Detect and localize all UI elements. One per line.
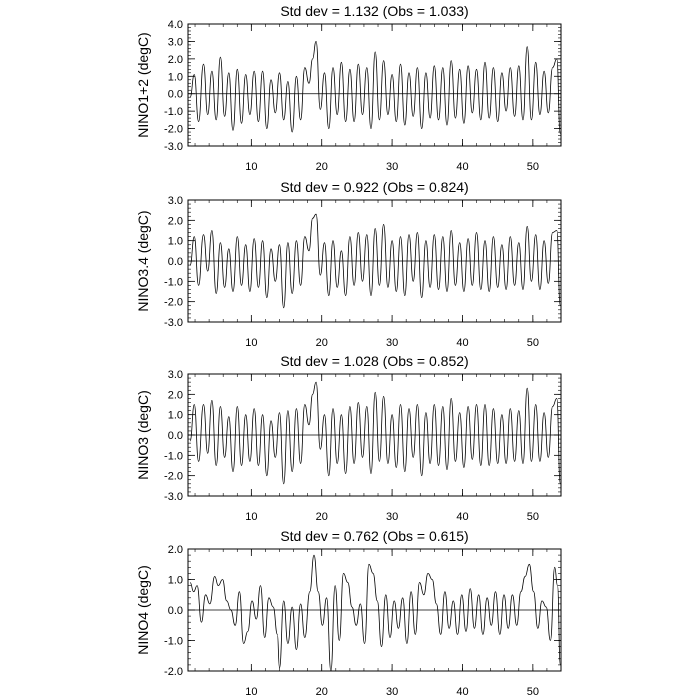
y-tick-label: 0.0: [167, 256, 183, 268]
x-tick-label: 20: [315, 161, 328, 173]
x-tick-label: 40: [456, 161, 469, 173]
y-tick-label: -2.0: [164, 123, 183, 136]
y-tick-label: 3.0: [167, 36, 183, 49]
x-tick-label: 30: [385, 686, 399, 698]
panel-1: [135, 3, 561, 173]
y-tick-label: -1.0: [164, 450, 183, 463]
x-tick-label: 20: [315, 337, 328, 349]
y-axis-label: NINO1+2 (degC): [135, 32, 151, 138]
x-tick-label: 30: [385, 161, 399, 173]
x-tick-label: 50: [526, 161, 539, 173]
x-tick-label: 20: [315, 686, 328, 698]
y-tick-label: 1.0: [167, 235, 183, 248]
panel-3: [135, 353, 561, 523]
panel-title: Std dev = 1.132 (Obs = 1.033): [280, 3, 469, 19]
y-tick-label: -3.0: [164, 141, 183, 153]
y-axis-label: NINO3 (degC): [135, 390, 151, 480]
x-tick-label: 50: [526, 686, 539, 698]
x-tick-label: 50: [526, 337, 539, 349]
x-tick-label: 10: [245, 337, 258, 349]
y-tick-label: 0.0: [167, 430, 183, 442]
x-tick-label: 40: [456, 686, 469, 698]
panel-2: [135, 179, 561, 349]
y-tick-label: -3.0: [164, 491, 183, 503]
panel-4: [135, 528, 561, 698]
y-tick-label: -1.0: [164, 276, 183, 289]
y-tick-label: 2.0: [167, 389, 183, 402]
x-tick-label: 30: [385, 511, 399, 523]
y-tick-label: 0.0: [167, 88, 183, 101]
y-tick-label: 2.0: [167, 215, 183, 228]
panel-title: Std dev = 0.762 (Obs = 0.615): [280, 528, 469, 544]
x-tick-label: 40: [456, 337, 469, 349]
x-tick-label: 30: [385, 337, 399, 349]
x-tick-label: 50: [526, 511, 539, 523]
series-line: [190, 555, 560, 671]
y-tick-label: 1.0: [167, 574, 183, 587]
x-tick-label: 10: [245, 161, 258, 173]
y-tick-label: -3.0: [164, 317, 183, 329]
y-tick-label: 1.0: [167, 71, 183, 84]
y-tick-label: -1.0: [164, 106, 183, 119]
y-tick-label: 4.0: [167, 19, 183, 31]
plot-frame: [188, 24, 561, 146]
y-tick-label: 1.0: [167, 409, 183, 422]
panel-title: Std dev = 0.922 (Obs = 0.824): [280, 179, 469, 195]
y-tick-label: -1.0: [164, 635, 183, 648]
y-tick-label: 2.0: [167, 53, 183, 66]
y-tick-label: 0.0: [167, 605, 183, 617]
y-axis-label: NINO3.4 (degC): [135, 210, 151, 312]
y-tick-label: 2.0: [167, 544, 183, 556]
y-tick-label: -2.0: [164, 296, 183, 309]
series-line: [190, 382, 560, 484]
y-tick-label: -2.0: [164, 470, 183, 483]
x-tick-label: 20: [315, 511, 328, 523]
series-line: [190, 41, 560, 133]
x-tick-label: 10: [245, 686, 258, 698]
y-tick-label: 3.0: [167, 369, 183, 381]
x-tick-label: 10: [245, 511, 258, 523]
panel-title: Std dev = 1.028 (Obs = 0.852): [280, 353, 469, 369]
y-tick-label: -2.0: [164, 666, 183, 678]
y-tick-label: 3.0: [167, 195, 183, 207]
y-axis-label: NINO4 (degC): [135, 565, 151, 655]
x-tick-label: 40: [456, 511, 469, 523]
